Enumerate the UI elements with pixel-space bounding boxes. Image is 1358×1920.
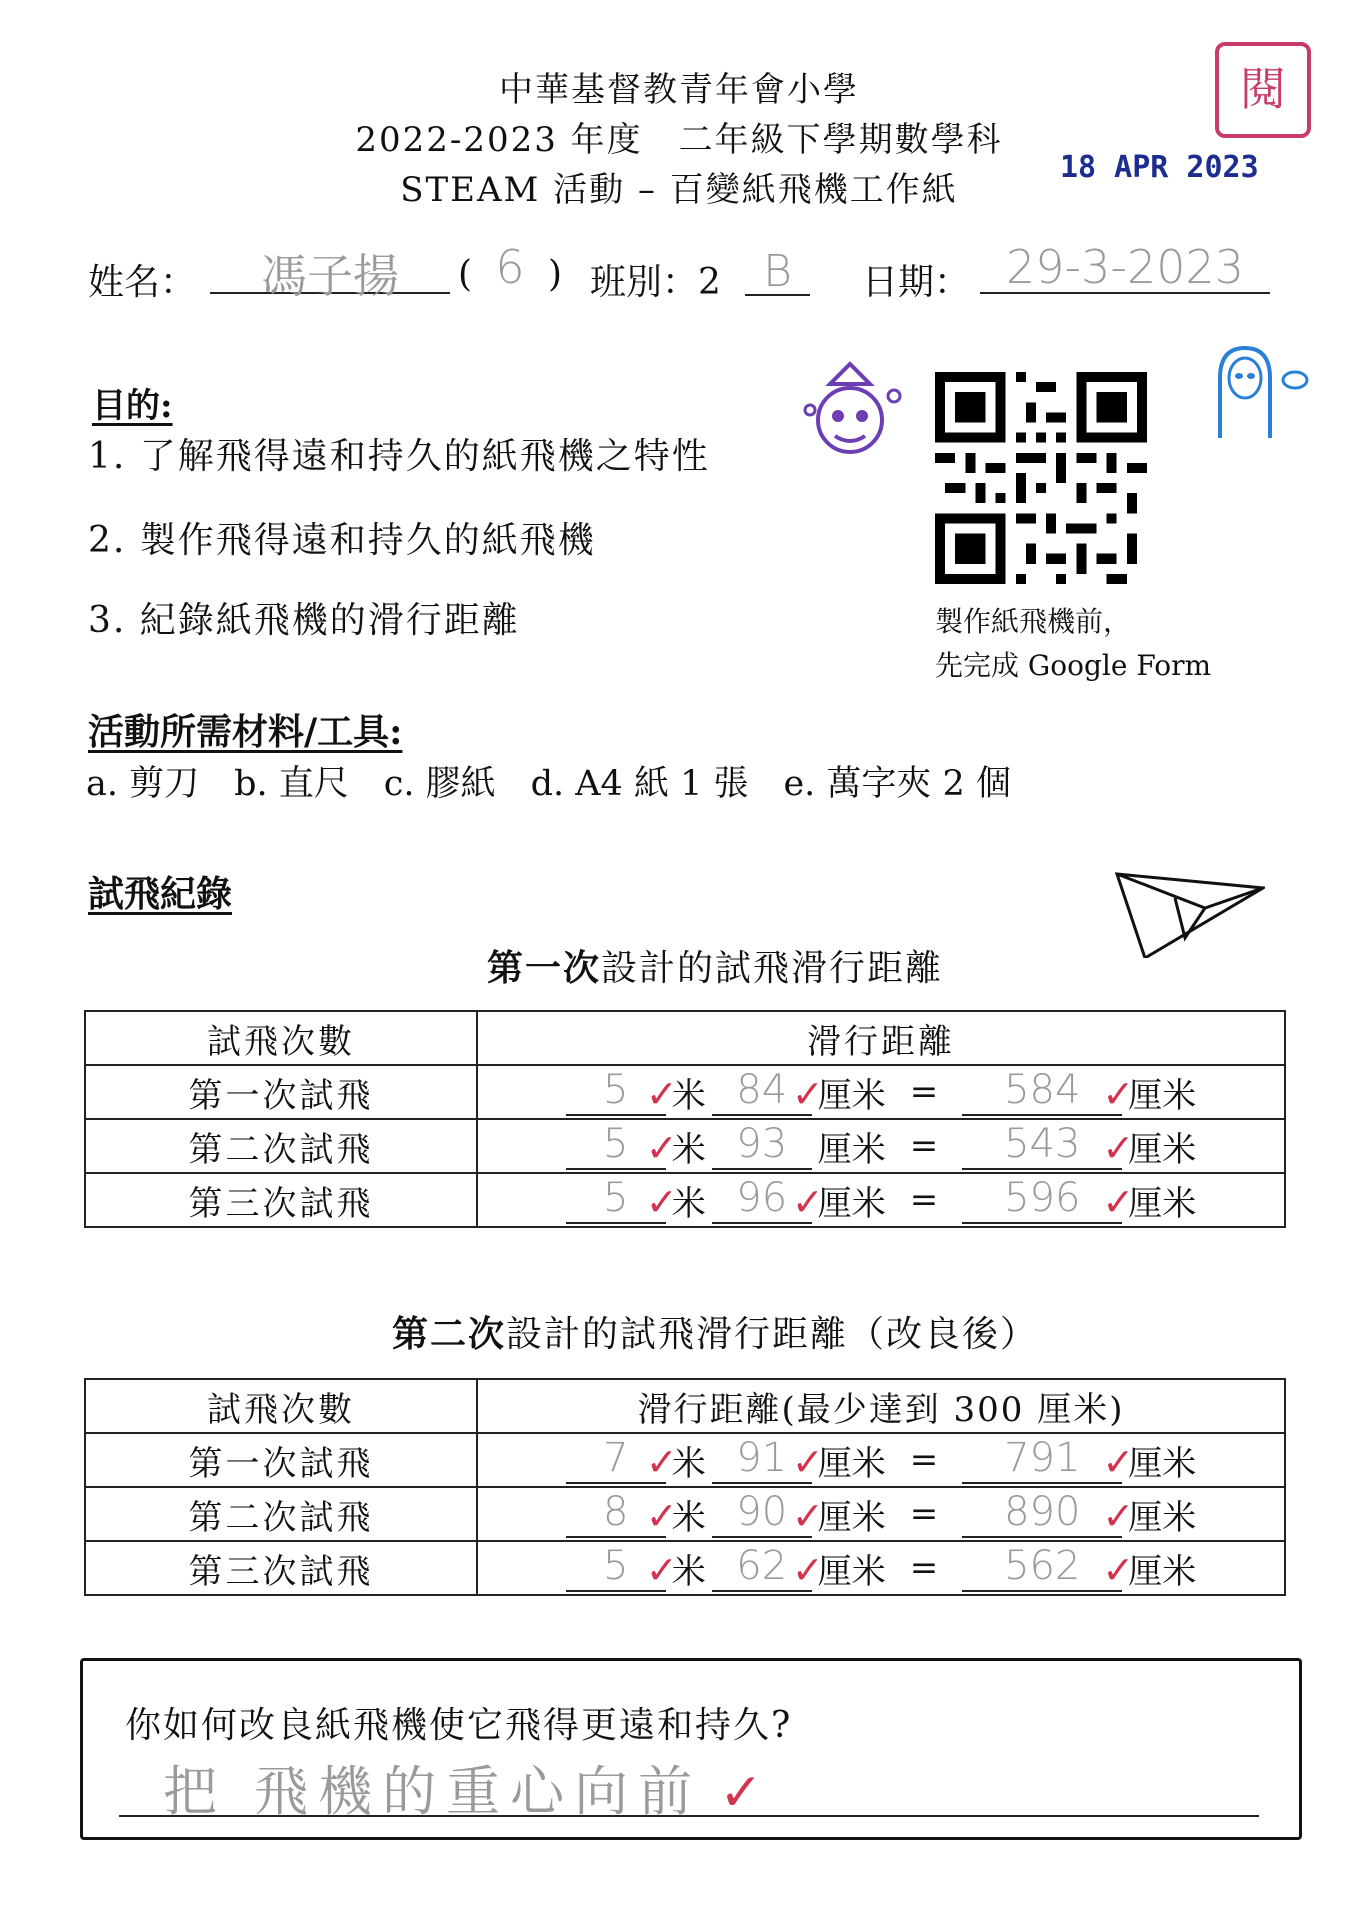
class-number-value: 6 [495, 240, 525, 294]
total-centimeters-field [962, 1067, 1135, 1116]
purpose-item-3: 3. 紀錄紙飛機的滑行距離 [88, 600, 520, 641]
table-row [85, 1487, 1285, 1541]
check-mark-icon: ✓ [1102, 1548, 1135, 1592]
table2-col-attempts: 試飛次數 [85, 1379, 477, 1433]
table2-col-distance: 滑行距離(最少達到 300 厘米) [477, 1379, 1285, 1433]
trial-label: 第三次試飛 [85, 1173, 477, 1227]
total-value: 791 [1004, 1435, 1081, 1481]
check-mark-icon: ✓ [645, 1180, 678, 1224]
unit-centimeters: 厘米 [1128, 1497, 1197, 1538]
google-form-qr-code-icon[interactable] [935, 372, 1147, 584]
records-heading: 試飛紀錄 [88, 873, 233, 915]
check-mark-icon: ✓ [1102, 1440, 1135, 1484]
read-seal-stamp [1215, 42, 1311, 138]
class-number-open: ( [458, 254, 473, 295]
check-mark-icon: ✓ [645, 1494, 678, 1538]
table1-col-distance: 滑行距離 [477, 1011, 1285, 1065]
check-mark-icon: ✓ [1102, 1072, 1135, 1116]
meters-value: 7 [603, 1435, 629, 1481]
question-prompt: 你如何改良紙飛機使它飛得更遠和持久? [125, 1705, 793, 1746]
name-value: 馮子揚 [261, 249, 399, 303]
table-row [85, 1433, 1285, 1487]
equals-sign: = [909, 1440, 939, 1480]
check-mark-icon: ✓ [645, 1126, 678, 1170]
received-date-stamp: 18 APR 2023 [1060, 150, 1259, 185]
centimeters-field [712, 1122, 812, 1170]
check-mark-icon: ✓ [791, 1180, 824, 1224]
check-mark-icon: ✓ [645, 1440, 678, 1484]
trial-label: 第一次試飛 [85, 1433, 477, 1487]
unit-centimeters: 厘米 [1128, 1183, 1197, 1224]
term-line: 2022-2023 年度 二年級下學期數學科 [355, 120, 1003, 160]
name-field [210, 240, 450, 303]
table-row [85, 1065, 1285, 1119]
centimeters-value: 90 [736, 1489, 788, 1535]
unit-centimeters: 厘米 [1128, 1551, 1197, 1592]
table1-title [0, 940, 1358, 991]
name-label: 姓名： [88, 262, 197, 303]
unit-centimeters: 厘米 [817, 1075, 886, 1116]
total-value: 543 [1004, 1121, 1081, 1167]
check-mark-icon: ✓ [719, 1763, 763, 1823]
check-mark-icon: ✓ [791, 1494, 824, 1538]
meters-field [566, 1121, 678, 1170]
meters-value: 5 [603, 1175, 629, 1221]
trial-table-design-2 [84, 1378, 1286, 1596]
cartoon-cat-sticker-icon [790, 350, 910, 470]
trial-label: 第二次試飛 [85, 1119, 477, 1173]
class-number-field [480, 240, 540, 294]
centimeters-field [712, 1489, 824, 1538]
table-row [85, 1119, 1285, 1173]
meters-field [566, 1435, 678, 1484]
no-face-spirit-sticker-icon [1190, 338, 1310, 448]
check-mark-icon: ✓ [1102, 1180, 1135, 1224]
meters-value: 5 [603, 1067, 629, 1113]
qr-caption-line-1: 製作紙飛機前， [935, 605, 1132, 638]
centimeters-field [712, 1435, 824, 1484]
class-value: B [763, 246, 792, 297]
meters-field [566, 1543, 678, 1592]
unit-meters: 米 [671, 1129, 706, 1170]
table-row [85, 1541, 1285, 1595]
check-mark-icon: ✓ [645, 1072, 678, 1116]
centimeters-field [712, 1543, 824, 1592]
check-mark-icon: ✓ [791, 1072, 824, 1116]
check-mark-icon: ✓ [791, 1548, 824, 1592]
table2-title [0, 1306, 1358, 1357]
class-label: 班別：2 [590, 262, 721, 303]
meters-field [566, 1067, 678, 1116]
total-value: 890 [1004, 1489, 1081, 1535]
date-value: 29-3-2023 [1005, 240, 1245, 294]
unit-meters: 米 [671, 1443, 706, 1484]
centimeters-value: 84 [736, 1067, 788, 1113]
unit-centimeters: 厘米 [1128, 1443, 1197, 1484]
unit-centimeters: 厘米 [817, 1443, 886, 1484]
improvement-question-box [80, 1658, 1302, 1840]
unit-meters: 米 [671, 1075, 706, 1116]
total-value: 596 [1004, 1175, 1081, 1221]
answer-line [119, 1749, 1259, 1823]
materials-list: a. 剪刀 b. 直尺 c. 膠紙 d. A4 紙 1 張 e. 萬字夾 2 個 [86, 764, 1011, 804]
unit-centimeters: 厘米 [1128, 1129, 1197, 1170]
centimeters-value: 91 [736, 1435, 788, 1481]
meters-field [566, 1489, 678, 1538]
class-field [745, 246, 810, 296]
table2-header-row [85, 1379, 1285, 1433]
equals-sign: = [909, 1494, 939, 1534]
qr-caption-line-2: 先完成 Google Form [935, 649, 1212, 682]
meters-value: 8 [603, 1489, 629, 1535]
trial-label: 第二次試飛 [85, 1487, 477, 1541]
total-centimeters-field [962, 1175, 1135, 1224]
table1-title-rest: 設計的試飛滑行距離 [601, 948, 944, 989]
check-mark-icon: ✓ [1102, 1494, 1135, 1538]
table1-col-attempts: 試飛次數 [85, 1011, 477, 1065]
unit-centimeters: 厘米 [1128, 1075, 1197, 1116]
unit-centimeters: 厘米 [817, 1551, 886, 1592]
meters-field [566, 1175, 678, 1224]
meters-value: 5 [603, 1121, 629, 1167]
centimeters-field [712, 1067, 824, 1116]
centimeters-value: 62 [736, 1543, 788, 1589]
date-label: 日期： [862, 262, 971, 303]
check-mark-icon: ✓ [1102, 1126, 1135, 1170]
unit-meters: 米 [671, 1497, 706, 1538]
purpose-item-1: 1. 了解飛得遠和持久的紙飛機之特性 [88, 436, 710, 477]
total-value: 584 [1004, 1067, 1081, 1113]
unit-centimeters: 厘米 [817, 1497, 886, 1538]
equals-sign: = [909, 1180, 939, 1220]
class-number-close: ) [548, 254, 563, 295]
equals-sign: = [909, 1072, 939, 1112]
purpose-heading: 目的: [92, 386, 173, 426]
centimeters-field [712, 1175, 824, 1224]
total-centimeters-field [962, 1121, 1135, 1170]
table2-title-rest: 設計的試飛滑行距離（改良後） [506, 1314, 1039, 1355]
seal-char: 閱 [1240, 62, 1286, 116]
equals-sign: = [909, 1548, 939, 1588]
trial-label: 第一次試飛 [85, 1065, 477, 1119]
answer-text: 把 飛機的重心向前 [163, 1760, 703, 1823]
school-name: 中華基督教青年會小學 [499, 70, 859, 110]
check-mark-icon: ✓ [645, 1548, 678, 1592]
materials-heading: 活動所需材料/工具: [88, 711, 403, 753]
trial-label: 第三次試飛 [85, 1541, 477, 1595]
centimeters-value: 96 [736, 1175, 788, 1221]
activity-title: STEAM 活動 – 百變紙飛機工作紙 [400, 170, 958, 210]
unit-centimeters: 厘米 [817, 1183, 886, 1224]
equals-sign: = [909, 1126, 939, 1166]
date-field [980, 240, 1270, 294]
table2-title-bold: 第二次 [391, 1313, 506, 1355]
centimeters-value: 93 [736, 1121, 788, 1167]
total-centimeters-field [962, 1543, 1135, 1592]
total-centimeters-field [962, 1489, 1135, 1538]
table1-header-row [85, 1011, 1285, 1065]
trial-table-design-1 [84, 1010, 1286, 1228]
table-row [85, 1173, 1285, 1227]
check-mark-icon: ✓ [791, 1440, 824, 1484]
meters-value: 5 [603, 1543, 629, 1589]
unit-centimeters: 厘米 [817, 1129, 886, 1170]
total-centimeters-field [962, 1435, 1135, 1484]
total-value: 562 [1004, 1543, 1081, 1589]
unit-meters: 米 [671, 1183, 706, 1224]
unit-meters: 米 [671, 1551, 706, 1592]
table1-title-bold: 第一次 [486, 947, 601, 989]
purpose-item-2: 2. 製作飛得遠和持久的紙飛機 [88, 520, 596, 561]
